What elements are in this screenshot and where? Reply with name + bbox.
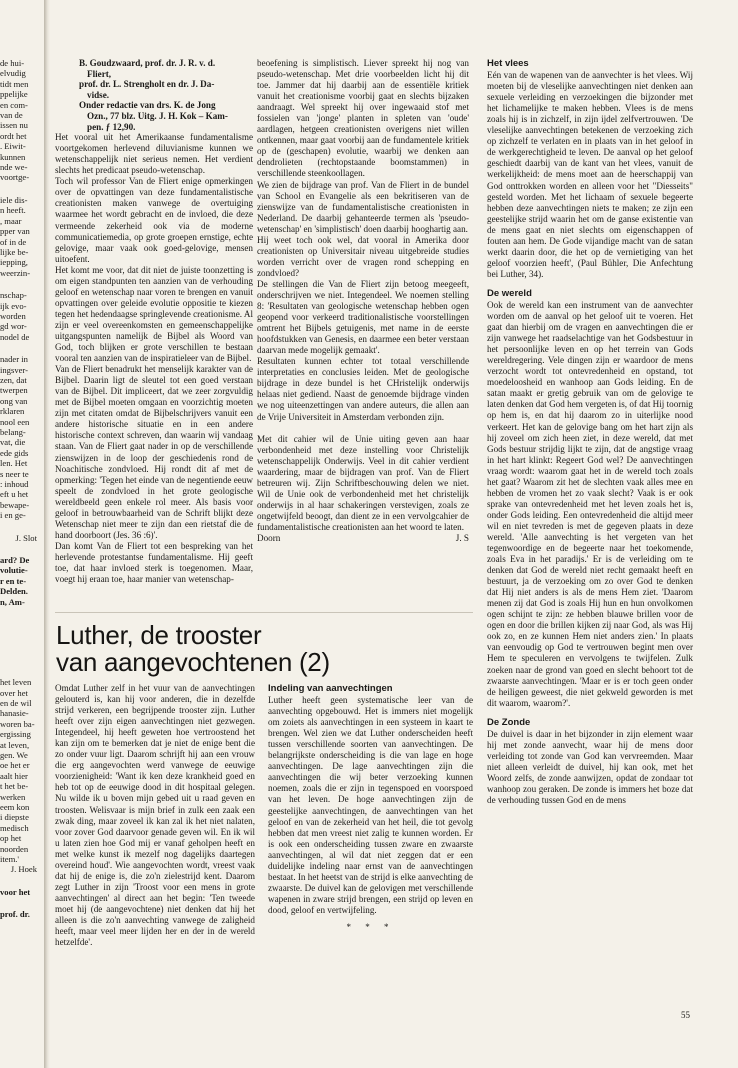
edge-text-line: elvudig [0, 68, 26, 79]
edge-text-line: bewape- [0, 499, 30, 510]
paragraph: Eén van de wapenen van de aanvechter is het vlees. Wij moeten bij de vleselijke aanvechtingen niet denken aan sexuele verleiding en verzoekingen die bijzonder met het lichamelijke te maken hebben. Vlees is de mens zoals hij is in zichzelf, in zijn ijdel zelfvertrouwen. 'De vleselijke aanvechtingen betekenen de verzoeking zich op zichzelf te verlaten en in plaats van in het geloof in de werkgerechtigheid te leven. De aanval op het geloof geschiedt daarbij van de kant van het vlees, vanuit de werkelijkheid: de mens moet aan de heerschappij van God onttrokken worden en alleen voor het "Diesseits" gesteld worden. Met het lichaam of sexuele begeerte hebben deze aanvechtingen niets te maken; ze zijn een geestelijke strijd waarin het om de ganse existentie van de mens gaat en niet slechts om eigenschappen of fouten aan hem. De Gode vijandige macht van de satan werkt daarin door, die het op de vernietiging van het geloof voorzien heeft', (Paul Bühler, Die Anfechtung bei Luther, 34). [487, 70, 693, 279]
edge-text-line: ingsver- [0, 364, 28, 375]
edge-text-line: ong van [0, 395, 28, 406]
paragraph: Het vooral uit het Amerikaanse fundamentalisme voortgekomen herlevend diluvianisme kunnen we wetenschappelijk niet serieus nemen. Het verdient slechts het predicaat pseudo-wetenschap. [55, 132, 253, 176]
book-line: Fliert, [87, 68, 112, 79]
section-heading-wereld: De wereld [487, 287, 532, 299]
edge-text-line: iele dis- [0, 194, 28, 205]
edge-bold-1: voor het [0, 886, 31, 897]
paragraph: Luther heeft geen systematische leer van de aanvechting opgebouwd. Het is immers niet mogelijk om zoiets als aanvechtingen in een systeem in kaart te brengen. Wel zien we dat Luther onderscheiden heeft tussen verschillende soorten van aanvechtingen. De belangrijkste onderscheiding is die van lage en hoge aanvechtingen. De lage aanvechtingen zijn die aanvechtingen die wij beter verzoeking kunnen noemen, zoals die er zijn in tegenspoed en voorspoed van het leven. De hoge aanvechtingen zijn de geestelijke aanvechtingen, de aanvechtingen van het geloof en van de zekerheid van het heil, die tot gevolg hebben dat men vreest niet zalig te kunnen worden. Er is ook een onderscheiding tussen zware en zwaarste aanvechtingen, al wil dat niet zeggen dat er een duidelijke indeling naar ernst van de aanvechtingen bestaat. In het heetst van de strijd is elke aanvechting de zwaarste. De duivel kan de gelovigen met verschillende wapenen in zware strijd brengen, een strijd op leven en dood, geloof en vertwijfeling. [268, 695, 473, 915]
paragraph: beoefening is simplistisch. Liever spreekt hij nog van pseudo-wetenschap. Met drie voorbeelden licht hij dit toe. Jammer dat hij daarbij aan de essentiële kritiek vanuit het creationisme voorbij gaat en slechts bijzaken aandraagt. Wel spreekt hij over ingewaaid stof met fossielen van 'jonge' planten in spleten van 'oude' aardlagen, hetgeen creationisten overigens niet willen ontkennen, maar gaat voorbij aan de fundamentele kritiek op de (geschapen) evolutie, waarbij we denken aan dendrolieten (rechtopstaande boomstammen) in verschillende steenkoollagen. [257, 58, 469, 179]
edge-text-line: ordt het [0, 130, 27, 141]
edge-text-line: , maar [0, 215, 22, 226]
paragraph: Ook de wereld kan een instrument van de aanvechter worden om de aanval op het geloof uit te voeren. Het gaat dan hierbij om de vragen en aanvechtingen die er zijn vanwege het raadselachtige van het Godsbestuur in het persoonlijke leven en op het terrein van Gods wereldregering. Vele dingen zijn er waardoor de mens verzocht wordt tot ontevredenheid en opstand, tot moedeloosheid en wanhoop aan Gods leiding. En de satan maakt er gretig gebruik van om de gelovige te laten denken dat God hem vergeten is, of dat Hij toornig op hem is, en dat hij daarom zo in uiterlijke nood verkeert. Het kan de gelovige bang om het hart zijn als hij zoveel om zich heen ziet, in deze wereld, dat met Gods bestuur strijdig lijkt te zijn, dat de angstige vraag in het hart klinkt: Regeert God wel? De aanvechtingen vraag wordt: waarom gaat het in de wereld toch zoals het gaat? Waarom zit het de slechten vaak alles mee en hebben de vromen het zo vaak slecht? Vaak is er ook sprake van ontevredenheid met het leven zoals het is, onder Gods leiding. Een ontevredenheid die altijd meer wil en niet tevreden is met de gegeven plaats in deze wereld. 'Alle aanvechting is het vergeten van het tegenwoordige en de begeerte naar het toekomende, zoals Eva in het paradijs.' Er is de verleiding om te denken dat God de wereld niet recht gemaakt heeft en bestuurt, ja de verzoeking om zo over God te denken dat Hij niet anders is als de mens Hem ziet. 'Daarom menen zij dat God is zoals Hij hun en hun onvolkomen ogen schijnt te zijn: ze hebben blauwe brillen voor de ogen en door die brillen kijken zij naar God, als was Hij ook zo, en ze kunnen Hem niet anders zien.' In plaats van eenvoudig op God te vertrouwen begint men over Hem te speculeren en vervolgens te twijfelen. Zulk zoeken naar de grond van goed en slecht behoort tot de zwaarste aanvechtingen. 'Maar er is er toch geen onder de heiligen geweest, die niet gekweld geworden is met dit waarom, waarom?'. [487, 299, 693, 708]
book-line: pen. ƒ 12,90. [87, 121, 136, 132]
paragraph: Het komt me voor, dat dit niet de juiste toonzetting is om eigen standpunten ten aanzien van de verhouding geloof en wetenschap naar voren te brengen en vanuit opvattingen over geleide evolutie oppositie te kiezen tegen het hedendaagse springlevende creationisme. Al zijn er veel overeenkomsten en gemeenschappelijke uitgangspunten namelijk de Bijbel als Woord van God, toch blijken er grote verschillen te bestaan vooral ten aanzien van de inspiratieleer van de Bijbel. [55, 264, 253, 364]
edge-block-1 [0, 58, 40, 183]
edge-text-line: r en te- [0, 575, 27, 586]
edge-text-line: op het [0, 833, 22, 844]
edge-text-line: nde we- [0, 162, 28, 173]
edge-text-line: volutie- [0, 565, 28, 576]
edge-text-line: item.' [0, 854, 19, 864]
edge-block-6 [0, 677, 40, 864]
book-line: B. Goudzwaard, prof. dr. J. R. v. d. [79, 58, 216, 68]
edge-text-line: kunnen [0, 151, 26, 162]
section-heading-indeling: Indeling van aanvechtingen [268, 683, 393, 694]
edge-text-line: werken [0, 791, 26, 802]
edge-text-line: woren ba- [0, 718, 35, 729]
edge-text-line: gd wor- [0, 321, 27, 332]
article-column-right [487, 58, 693, 806]
edge-text-line: medisch [0, 822, 29, 833]
edge-text-line: noorden [0, 843, 29, 854]
review-column-1 [55, 58, 253, 585]
edge-text-line: i diepste [0, 812, 29, 823]
edge-block-2 [0, 195, 40, 278]
edge-text-line: : inhoud [0, 479, 29, 490]
edge-text-line: het leven [0, 677, 32, 688]
edge-text-line: twerpen [0, 385, 28, 396]
paragraph: Omdat Luther zelf in het vuur van de aanvechtingen gelouterd is, kan hij voor anderen, die in dezelfde strijd verkeren, een begrijpende trooster zijn. Luther heeft over zijn eigen aanvechtingen niet gezwegen. Integendeel, hij heeft geweten hoe vertroostend het kan zijn om te bemerken dat je niet de enige bent die zo onder vuur ligt. Daarom schrijft hij aan een vrouw die erg aangevochten werd vanwege de eeuwige voorzienigheid: 'Want ik ken deze krankheid goed en heb tot op de eeuwige dood in dit hospitaal gelegen. Nu wilde ik u boven mijn gebed uit u raad geven en troosten. Welisvaar is mijn brief in zulk een zaak een zwak ding, maar zoveel ik kan zal ik het niet nalaten, voor zover God daarvoor genade geven wil. En ik wil u laten zien hoe God mij er vanaf geholpen heeft en met welke kunst ik mezelf nog dagelijks daartegen overeind houd'. Wie aangevochten wordt, vreest vaak dat hij de enige is, die zo'n zielestrijd kent. Daarom zegt Luther in zijn 'Troost voor een mens in grote aanvechtingen' al direct aan het begin: 'Ten tweede moet hij (de aangevochtene) niet denken dat hij het alleen is die zo'n aanvechting vanwege de zaligheid heeft, maar veel meer lijden her en der in de wereld hetzelfde'. [55, 683, 255, 948]
review-column-2 [257, 58, 469, 544]
edge-block-3 [0, 290, 40, 342]
edge-text-line: worden [0, 310, 26, 321]
edge-text-line: zen, dat [0, 374, 27, 385]
section-heading-vlees: Het vlees [487, 58, 529, 69]
edge-text-line: nschap- [0, 290, 27, 301]
book-line: prof. dr. L. Strengholt en dr. J. Da- [79, 79, 215, 90]
edge-text-line: iepping, [0, 257, 28, 268]
edge-text-line: ard? De [0, 555, 30, 566]
paragraph: Resultaten kunnen echter tot totaal verschillende interpretaties en conclusies leiden. Met de geologische bijdrage in deze bundel is het CHristelijk onderwijs helaas niet gediend. Naast de genoemde bijdrage vinden we nog uiteenzettingen van andere auteurs, die allen aan de Vrije Universiteit in Amsterdam verbonden zijn. [257, 356, 469, 422]
paragraph: We zien de bijdrage van prof. Van de Fliert in de bundel van School en Evangelie als een bekritiseren van de zienswijze van de fundamentalistische creationisten in Nederland. De daarbij gehanteerde termen als 'pseudo-wetenschap' en 'simplistisch' doen daarbij hooghartig aan. [257, 179, 469, 234]
book-line: vidse. [87, 89, 110, 100]
edge-text-line: weerzin- [0, 267, 31, 278]
paragraph: Hij weet toch ook wel, dat vooral in Amerika door creationisten op Universitair niveau uitgebreide studies worden verricht over de vragen rond schepping en zondvloed? [257, 234, 469, 278]
edge-text-line: nool een [0, 416, 30, 427]
paragraph: De duivel is daar in het bijzonder in zijn element waar hij met zonde aanvecht, waar hij de mens door verleiding tot zonde van God kan vervreemden. Maar niet alleen verleidt de duivel, hij kan ook, met het Woord zelfs, de zonde aanwijzen, opdat de zondaar tot wanhoop zou geraken. De zonde is immers het boze dat de verhouding tussen God en de mens [487, 728, 693, 806]
edge-text-line: len. Het [0, 458, 28, 469]
edge-text-line: hanasie- [0, 708, 29, 719]
edge-text-line: oe het er [0, 760, 30, 771]
edge-text-line: ijk evo- [0, 300, 27, 311]
edge-text-line: rklaren [0, 406, 25, 417]
paragraph: De stellingen die Van de Fliert zijn betoog meegeeft, onderschrijven we niet. Integendeel. We noemen stelling 8: 'Resultaten van geologische wetenschap hebben ogen geopend voor verkeerd traditionalistische voorstellingen omtrent het Bijbels getuigenis, met name in de eerste hoofdstukken van Genesis, en daarmee een beter verstaan daarvan mede mogelijk gemaakt'. [257, 278, 469, 356]
section-heading-zonde: De Zonde [487, 716, 531, 728]
edge-text-line: en com- [0, 99, 28, 110]
page-number: 55 [681, 1010, 690, 1020]
title-line-1: Luther, de trooster [56, 620, 262, 650]
title-line-2: van aangevochtenen (2) [56, 647, 330, 677]
edge-text-line: n heeft. [0, 205, 26, 216]
article-title [56, 622, 476, 676]
section-divider [55, 612, 473, 613]
edge-text-line: over het [0, 687, 28, 698]
edge-text-line: eft u het [0, 489, 29, 500]
article-column-2 [268, 683, 473, 933]
edge-text-line: Delden. [0, 586, 28, 597]
left-edge-column [0, 58, 40, 920]
edge-text-line: ede gids [0, 447, 29, 458]
edge-text-line: ergissing [0, 729, 31, 740]
edge-block-4 [0, 354, 40, 521]
edge-text-line: ppelijke [0, 89, 28, 100]
book-line: Ozn., 77 blz. Uitg. J. H. Kok – Kam- [87, 110, 228, 121]
edge-text-line: vat, die [0, 437, 26, 448]
edge-text-line: belang- [0, 427, 26, 437]
review-signature [257, 533, 469, 544]
edge-text-line: lijke be- [0, 246, 29, 257]
edge-text-line: at leven, [0, 739, 30, 750]
edge-text-line: tidt men [0, 78, 29, 89]
book-line: Onder redactie van drs. K. de Jong [79, 100, 216, 111]
edge-block-5 [0, 555, 40, 607]
paragraph: Van de Fliert benadrukt het menselijk karakter van de Bijbel. Daarin ligt de sleutel tot een goed verstaan van de Bijbel. Dit impliceert, dat we zeer zorgvuldig met de Bijbel moeten omgaan en voorzichtig moeten zijn met citaten omdat de Bijbelschrijvers vanuit een andere historische situatie en in een andere historische context schreven, dan waarin wij vandaag staan. Van de Fliert gaat nader in op de verschillende zienswijzen in de loop der geschiedenis rond de Noachitische zondvloed. Hij rondt dit af met de opmerking: 'Tegen het einde van de negentiende eeuw speelt de zondvloed in het grote geologische wereldbeeld geen enkele rol meer. Als basis voor geloof in betrouwbaarheid van de Schrift blijkt deze Wetenschap niet meer te zijn dan een rietstaf die de hand doorboort (Jes. 36 :6)'. [55, 364, 253, 540]
edge-text-line: nodel de [0, 331, 30, 342]
edge-bold-2: prof. dr. [0, 909, 30, 920]
edge-text-line: voortge- [0, 172, 30, 183]
article-column-1 [55, 683, 255, 948]
edge-text-line: nader in [0, 354, 28, 365]
edge-text-line: gen. We [0, 749, 28, 760]
signature-place: Doorn [257, 532, 281, 543]
edge-signature-1: J. Slot [15, 532, 37, 543]
paragraph: Dan komt Van de Fliert tot een bespreking van het herlevende protestantse fundamentalisme. Hij geeft toe, dat haar invloed sterk is toegenomen. Maar, voegt hij eraan toe, haar manier van wetenschap- [55, 540, 253, 585]
edge-text-line: pper van [0, 226, 30, 237]
edge-text-line: de hui- [0, 58, 25, 68]
edge-text-line: eem kon [0, 801, 30, 812]
edge-text-line: n, Am- [0, 596, 25, 607]
book-reference [79, 58, 253, 132]
edge-text-line: en de wil [0, 697, 32, 708]
edge-text-line: i en ge- [0, 510, 26, 521]
paragraph: Toch wil professor Van de Fliert enige opmerkingen over de opvattingen van deze fundamentalistische creationisten maken vanwege de overtuiging waarmee het wordt gebracht en de invloed, die deze vermeende zekerheid ook via de moderne communicatiemedia, op grote groepen ernstige, echte gelovige, maar vaak ook goed-gelovige, mensen uitoefent. [55, 176, 253, 264]
edge-text-line: issen nu [0, 120, 28, 131]
edge-text-line: . Eiwit- [0, 141, 26, 152]
edge-signature-2: J. Hoek [10, 864, 37, 875]
signature-author: J. S [455, 532, 469, 543]
page-fold-shadow [44, 0, 50, 1068]
paragraph: Met dit cahier wil de Unie uiting geven aan haar verbondenheid met deze instelling voor Christelijk wetenschappelijk Onderwijs. Veel in dit cahier verdient waardering, maar de bijdragen van prof. Van de Fliert betreuren wij. Zijn Schriftbeschouwing delen we niet. Wil de Unie ook de verbondenheid met het christelijk onderwijs in al haar schakeringen verstevigen, zoals ze ongetwijfeld beoogt, dan dient ze in een vervolgcahier de fundamentalistische creationisten aan het woord te laten. [257, 433, 469, 532]
edge-text-line: s neer te [0, 468, 29, 479]
edge-text-line: of in de [0, 236, 27, 247]
section-stars: * * * [346, 921, 395, 932]
edge-text-line: aalt hier [0, 770, 28, 781]
edge-text-line: van de [0, 110, 23, 121]
edge-text-line: t het be- [0, 781, 29, 792]
